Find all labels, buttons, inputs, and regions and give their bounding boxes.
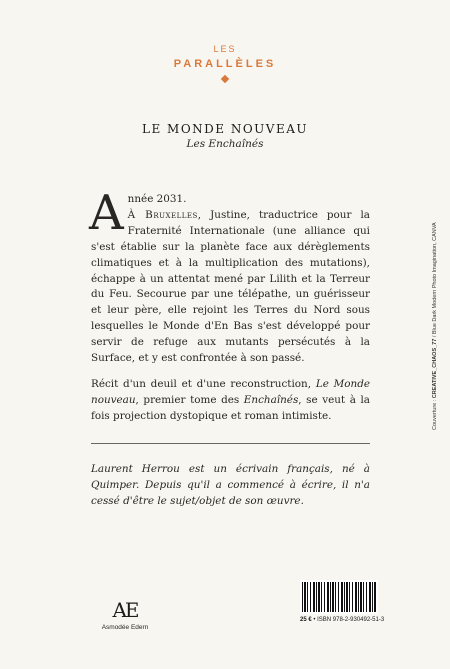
price-amount: 25 € — [300, 617, 312, 623]
publisher-mark: AE — [112, 598, 138, 622]
blurb-p2-a: Récit d'un deuil et d'une reconstruction, — [91, 377, 316, 390]
barcode — [300, 580, 378, 614]
blurb-p2-series: Enchaînés — [243, 393, 299, 406]
credit-label: Couverture : — [432, 398, 438, 430]
divider — [91, 443, 370, 444]
blurb-p2-c: , se veut à la fois projection dystopique et roman intimiste. — [91, 393, 370, 422]
blurb-city: À Bruxelles — [127, 208, 198, 221]
blurb-p1-rest: , Justine, traductrice pour la Fraternité Internationale (une alliance qui s'est établie sur la planète face aux dérèglements climatiques et à la multiplication des mutations), échappe à un attentat mené par Lilith et la Terreur du Feu. Secourue par une télépathe, un guérisseur et leur père, elle rejoint les Terres du Nord sous lesquelles le Monde d'En Bas s'est développé pour servir de refuge aux mutants persécutés à la Surface, et y est confrontée à son passé. — [91, 208, 370, 365]
blurb-lead: nnée 2031. — [127, 193, 187, 205]
credit-name: CREATIVE_CHAOS_77 — [432, 338, 438, 399]
blurb-p2-b: , premier tome des — [135, 393, 244, 406]
isbn: ISBN 978-2-930492-51-3 — [317, 617, 385, 623]
book-subtitle: Les Enchaînés — [186, 138, 264, 150]
blurb-paragraph-2 — [91, 377, 370, 425]
diamond-icon — [221, 75, 229, 83]
blurb — [89, 185, 370, 519]
cover-credit — [432, 222, 438, 430]
blurb-paragraph-1 — [89, 185, 370, 367]
drop-cap: A — [89, 185, 124, 241]
blurb-p2-title: Le Monde nouveau — [91, 377, 370, 406]
barcode-bars — [302, 582, 376, 612]
book-title: LE MONDE NOUVEAU — [141, 122, 309, 136]
author-bio: Laurent Herrou est un écrivain français, né à Quimper. Depuis qu'il a commencé à écrire, il n'a cessé d'être le sujet/objet de son œuvre. — [91, 462, 370, 507]
price-line: 25 € • ISBN 978-2-930492-51-3 — [300, 617, 385, 623]
series-line-2: PARALLÈLES — [173, 58, 277, 70]
credit-rest: / Blue Dark Modern Photo Imagination, CANVA — [432, 222, 438, 339]
publisher-name: Asmodée Edern — [101, 624, 149, 631]
series-logo — [0, 44, 450, 82]
series-line-1: LES — [213, 44, 237, 54]
publisher-logo — [90, 598, 160, 631]
